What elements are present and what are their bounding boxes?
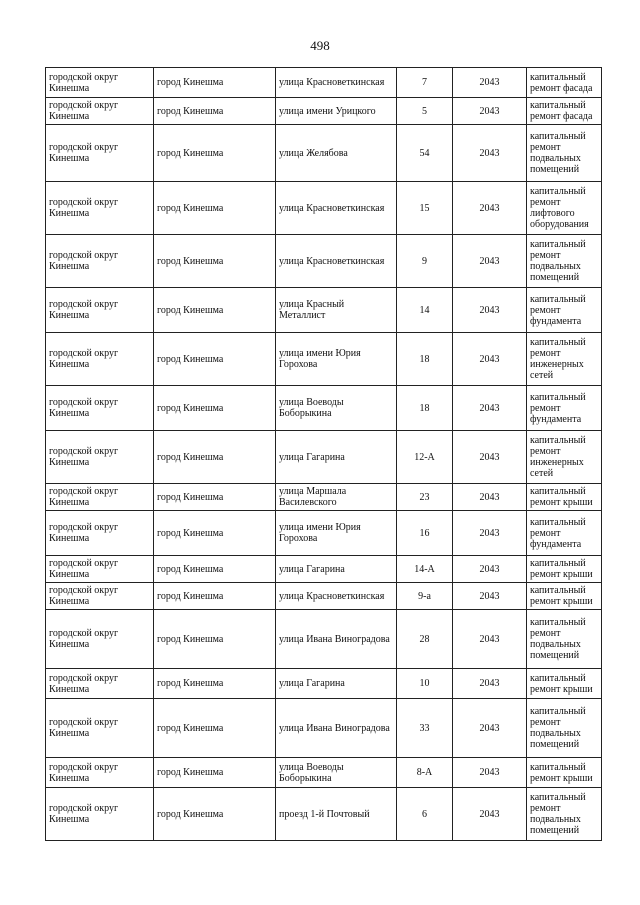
street-cell: улица Гагарина <box>276 431 397 484</box>
street-cell: улица Желябова <box>276 125 397 182</box>
street-cell: улица Ивана Виноградова <box>276 699 397 758</box>
house-number-cell: 6 <box>397 788 453 841</box>
table-row <box>46 431 602 484</box>
table-row <box>46 182 602 235</box>
district-cell: городской округ Кинешма <box>46 386 154 431</box>
street-cell: улица Красный Металлист <box>276 288 397 333</box>
district-cell: городской округ Кинешма <box>46 235 154 288</box>
street-cell: улица Ивана Виноградова <box>276 610 397 669</box>
district-cell: городской округ Кинешма <box>46 68 154 98</box>
district-cell: городской округ Кинешма <box>46 98 154 125</box>
street-cell: улица Гагарина <box>276 556 397 583</box>
year-cell: 2043 <box>453 758 527 788</box>
work-type-cell: капитальный ремонт подвальных помещений <box>527 235 602 288</box>
year-cell: 2043 <box>453 484 527 511</box>
district-cell: городской округ Кинешма <box>46 484 154 511</box>
city-cell: город Кинешма <box>154 669 276 699</box>
city-cell: город Кинешма <box>154 288 276 333</box>
street-cell: улица Маршала Василевского <box>276 484 397 511</box>
district-cell: городской округ Кинешма <box>46 788 154 841</box>
year-cell: 2043 <box>453 788 527 841</box>
year-cell: 2043 <box>453 125 527 182</box>
district-cell: городской округ Кинешма <box>46 583 154 610</box>
work-type-cell: капитальный ремонт подвальных помещений <box>527 699 602 758</box>
district-cell: городской округ Кинешма <box>46 288 154 333</box>
work-type-cell: капитальный ремонт фундамента <box>527 288 602 333</box>
city-cell: город Кинешма <box>154 235 276 288</box>
work-type-cell: капитальный ремонт инженерных сетей <box>527 333 602 386</box>
year-cell: 2043 <box>453 583 527 610</box>
table-row <box>46 235 602 288</box>
year-cell: 2043 <box>453 511 527 556</box>
city-cell: город Кинешма <box>154 511 276 556</box>
table-row <box>46 699 602 758</box>
district-cell: городской округ Кинешма <box>46 182 154 235</box>
house-number-cell: 23 <box>397 484 453 511</box>
city-cell: город Кинешма <box>154 98 276 125</box>
work-type-cell: капитальный ремонт инженерных сетей <box>527 431 602 484</box>
house-number-cell: 7 <box>397 68 453 98</box>
house-number-cell: 33 <box>397 699 453 758</box>
work-type-cell: капитальный ремонт лифтового оборудования <box>527 182 602 235</box>
street-cell: улица Красноветкинская <box>276 583 397 610</box>
street-cell: улица Воеводы Боборыкина <box>276 386 397 431</box>
house-number-cell: 18 <box>397 386 453 431</box>
work-type-cell: капитальный ремонт фундамента <box>527 386 602 431</box>
house-number-cell: 10 <box>397 669 453 699</box>
street-cell: проезд 1-й Почтовый <box>276 788 397 841</box>
street-cell: улица Красноветкинская <box>276 68 397 98</box>
table-row <box>46 386 602 431</box>
year-cell: 2043 <box>453 182 527 235</box>
work-type-cell: капитальный ремонт крыши <box>527 669 602 699</box>
work-type-cell: капитальный ремонт фундамента <box>527 511 602 556</box>
table-row <box>46 556 602 583</box>
street-cell: улица Красноветкинская <box>276 235 397 288</box>
table-row <box>46 788 602 841</box>
work-type-cell: капитальный ремонт фасада <box>527 98 602 125</box>
work-type-cell: капитальный ремонт фасада <box>527 68 602 98</box>
page-number: 498 <box>310 38 330 53</box>
street-cell: улица имени Юрия Горохова <box>276 333 397 386</box>
table-row <box>46 125 602 182</box>
district-cell: городской округ Кинешма <box>46 511 154 556</box>
district-cell: городской округ Кинешма <box>46 431 154 484</box>
house-number-cell: 16 <box>397 511 453 556</box>
district-cell: городской округ Кинешма <box>46 669 154 699</box>
year-cell: 2043 <box>453 556 527 583</box>
street-cell: улица Воеводы Боборыкина <box>276 758 397 788</box>
city-cell: город Кинешма <box>154 484 276 511</box>
table-row <box>46 333 602 386</box>
table-row <box>46 669 602 699</box>
city-cell: город Кинешма <box>154 431 276 484</box>
district-cell: городской округ Кинешма <box>46 333 154 386</box>
work-type-cell: капитальный ремонт крыши <box>527 556 602 583</box>
house-number-cell: 14-А <box>397 556 453 583</box>
district-cell: городской округ Кинешма <box>46 610 154 669</box>
table-row <box>46 511 602 556</box>
house-number-cell: 14 <box>397 288 453 333</box>
district-cell: городской округ Кинешма <box>46 699 154 758</box>
year-cell: 2043 <box>453 699 527 758</box>
house-number-cell: 8-А <box>397 758 453 788</box>
city-cell: город Кинешма <box>154 556 276 583</box>
work-type-cell: капитальный ремонт подвальных помещений <box>527 610 602 669</box>
work-type-cell: капитальный ремонт крыши <box>527 484 602 511</box>
city-cell: город Кинешма <box>154 610 276 669</box>
district-cell: городской округ Кинешма <box>46 758 154 788</box>
house-number-cell: 18 <box>397 333 453 386</box>
work-type-cell: капитальный ремонт подвальных помещений <box>527 788 602 841</box>
city-cell: город Кинешма <box>154 68 276 98</box>
table-row <box>46 583 602 610</box>
street-cell: улица Красноветкинская <box>276 182 397 235</box>
work-type-cell: капитальный ремонт крыши <box>527 583 602 610</box>
year-cell: 2043 <box>453 333 527 386</box>
house-number-cell: 9 <box>397 235 453 288</box>
year-cell: 2043 <box>453 610 527 669</box>
table-row <box>46 758 602 788</box>
city-cell: город Кинешма <box>154 583 276 610</box>
year-cell: 2043 <box>453 288 527 333</box>
table-row <box>46 68 602 98</box>
house-number-cell: 12-А <box>397 431 453 484</box>
work-type-cell: капитальный ремонт подвальных помещений <box>527 125 602 182</box>
street-cell: улица Гагарина <box>276 669 397 699</box>
street-cell: улица имени Юрия Горохова <box>276 511 397 556</box>
district-cell: городской округ Кинешма <box>46 556 154 583</box>
repair-schedule-table <box>45 67 602 841</box>
table-row <box>46 610 602 669</box>
city-cell: город Кинешма <box>154 788 276 841</box>
year-cell: 2043 <box>453 68 527 98</box>
street-cell: улица имени Урицкого <box>276 98 397 125</box>
table-row <box>46 484 602 511</box>
year-cell: 2043 <box>453 386 527 431</box>
year-cell: 2043 <box>453 98 527 125</box>
district-cell: городской округ Кинешма <box>46 125 154 182</box>
city-cell: город Кинешма <box>154 758 276 788</box>
table-row <box>46 98 602 125</box>
table-row <box>46 288 602 333</box>
house-number-cell: 15 <box>397 182 453 235</box>
year-cell: 2043 <box>453 431 527 484</box>
house-number-cell: 28 <box>397 610 453 669</box>
city-cell: город Кинешма <box>154 333 276 386</box>
city-cell: город Кинешма <box>154 125 276 182</box>
year-cell: 2043 <box>453 669 527 699</box>
house-number-cell: 5 <box>397 98 453 125</box>
city-cell: город Кинешма <box>154 699 276 758</box>
year-cell: 2043 <box>453 235 527 288</box>
work-type-cell: капитальный ремонт крыши <box>527 758 602 788</box>
city-cell: город Кинешма <box>154 386 276 431</box>
house-number-cell: 9-а <box>397 583 453 610</box>
house-number-cell: 54 <box>397 125 453 182</box>
city-cell: город Кинешма <box>154 182 276 235</box>
